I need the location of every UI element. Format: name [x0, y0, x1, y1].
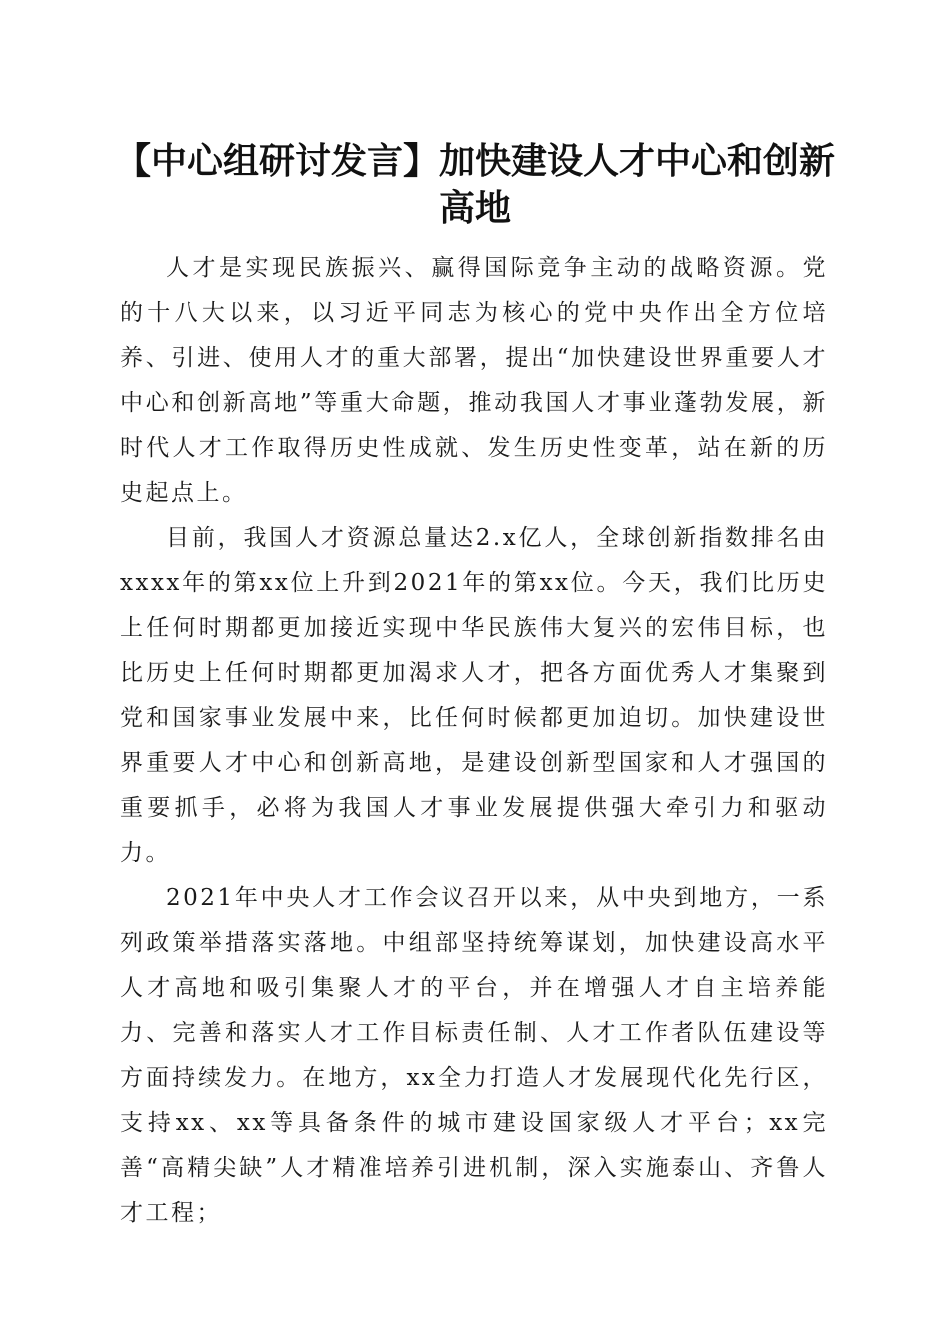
document-title: 【中心组研讨发言】加快建设人才中心和创新高地: [114, 141, 835, 229]
paragraph-2: 目前，我国人才资源总量达2.x亿人，全球创新指数排名由xxxx年的第xx位上升到2021年的第xx位。今天，我们比历史上任何时期都更加接近实现中华民族伟大复兴的宏伟目标，也比历史上任何时期都更加渴求人才，把各方面优秀人才集聚到党和国家事业发展中来，比任何时候都更加迫切。加快建设世界重要人才中心和创新高地，是建设创新型国家和人才强国的重要抓手，必将为我国人才事业发展提供强大牵引力和驱动力。: [120, 525, 828, 866]
paragraph-3: 2021年中央人才工作会议召开以来，从中央到地方，一系列政策举措落实落地。中组部坚持统筹谋划，加快建设高水平人才高地和吸引集聚人才的平台，并在增强人才自主培养能力、完善和落实人才工作目标责任制、人才工作者队伍建设等方面持续发力。在地方，xx全力打造人才发展现代化先行区，支持xx、xx等具备条件的城市建设国家级人才平台；xx完善“高精尖缺”人才精准培养引进机制，深入实施泰山、齐鲁人才工程；: [120, 885, 828, 1226]
paragraph-1: 人才是实现民族振兴、赢得国际竞争主动的战略资源。党的十八大以来，以习近平同志为核心的党中央作出全方位培养、引进、使用人才的重大部署，提出“加快建设世界重要人才中心和创新高地”等重大命题，推动我国人才事业蓬勃发展，新时代人才工作取得历史性成就、发生历史性变革，站在新的历史起点上。: [120, 255, 828, 506]
document-body: [120, 246, 828, 1236]
